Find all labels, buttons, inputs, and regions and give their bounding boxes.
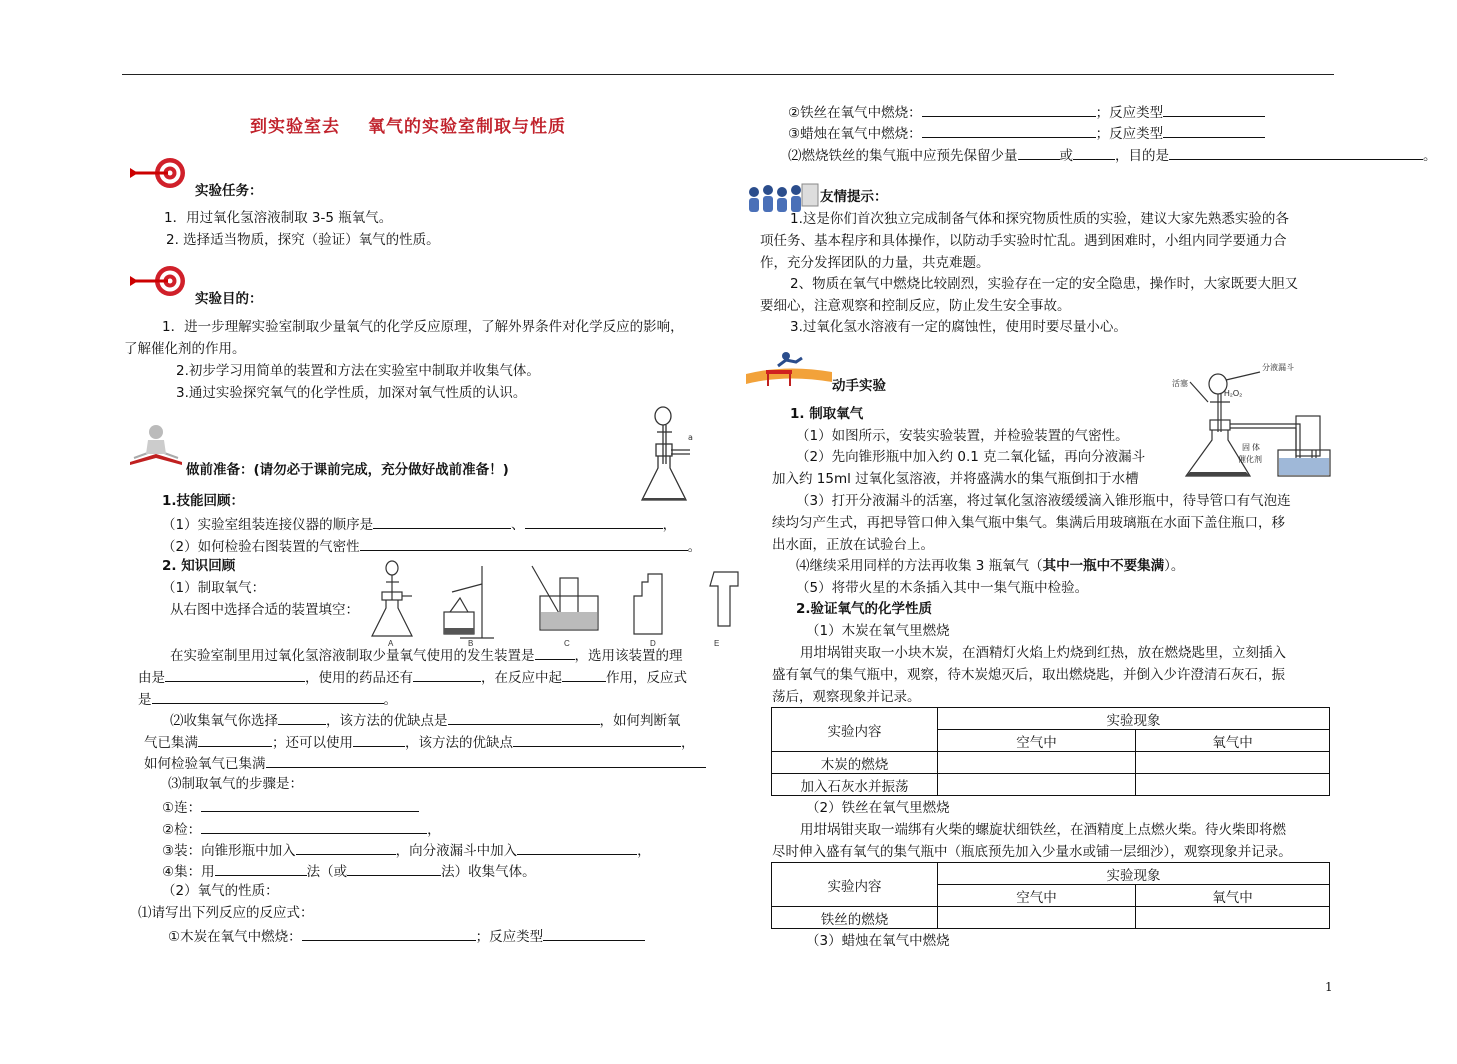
make-oxygen-heading: 1. 制取氧气 <box>790 406 864 422</box>
make-step-3: （3）打开分液漏斗的活塞，将过氧化氢溶液缓缓滴入锥形瓶中，待导管口有气泡连 <box>796 493 1291 509</box>
answer-blank[interactable] <box>525 514 663 529</box>
q-text: 法）收集气体。 <box>441 864 536 880</box>
prep-q-line3 <box>138 689 397 709</box>
reaction-charcoal <box>168 926 645 946</box>
answer-blank[interactable] <box>152 689 384 704</box>
verify-charcoal-line2: 盛有氧气的集气瓶中，观察，待木炭熄灭后，取出燃烧匙，并倒入少许澄清石灰石，振 <box>772 667 1285 683</box>
q-text: 气已集满 <box>144 735 198 751</box>
q-text: 如何检验氧气已集满 <box>144 756 266 772</box>
table-header-content: 实验内容 <box>772 708 938 752</box>
answer-blank[interactable] <box>1018 145 1060 160</box>
answer-blank[interactable] <box>215 861 307 876</box>
goal-item-3: 3.通过实验探究氧气的化学性质，加深对氧气性质的认识。 <box>176 385 527 401</box>
q-text: 由是 <box>138 670 165 686</box>
q-text: ）。 <box>1164 558 1185 574</box>
verify-iron-heading: （2）铁丝在氧气里燃烧 <box>806 800 950 816</box>
make-step-3-cont2: 出水面，正放在试验台上。 <box>772 537 934 553</box>
punct: 。 <box>687 539 702 555</box>
apparatus-label-a: A <box>388 639 394 648</box>
goal-item-1: 1．进一步理解实验室制取少量氧气的化学反应原理，了解外界条件对化学反应的影响， <box>162 319 684 335</box>
answer-blank[interactable] <box>302 926 476 941</box>
answer-blank[interactable] <box>922 102 1096 117</box>
answer-blank[interactable] <box>296 840 396 855</box>
table-cell-answer[interactable] <box>1136 907 1330 929</box>
prep-q-line2 <box>138 667 687 687</box>
page-number: 1 <box>1325 980 1333 994</box>
solid-label-b: 体 <box>1252 443 1260 452</box>
iron-results-table <box>771 862 1330 929</box>
verify-charcoal-line3: 荡后，观察现象并记录。 <box>772 689 921 705</box>
q-text: ，选用该装置的理 <box>574 648 683 664</box>
q-text: ，向分液漏斗中加入 <box>395 843 518 859</box>
collect-q-line2 <box>144 732 695 752</box>
tip-3: 3.过氧化氢水溶液有一定的腐蚀性，使用时要尽量小心。 <box>790 319 1127 335</box>
tip-1-line3: 作，充分发挥团队的力量，共克难题。 <box>760 255 990 271</box>
verify-iron-line2: 尽时伸入盛有氧气的集气瓶中（瓶底预先加入少量水或铺一层细沙），观察现象并记录。 <box>772 844 1292 860</box>
answer-blank[interactable] <box>278 710 326 725</box>
target-icon <box>128 264 192 298</box>
answer-blank[interactable] <box>373 514 511 529</box>
q-text: ①木炭在氧气中燃烧： <box>168 929 302 945</box>
q-text: 或 <box>1059 148 1073 164</box>
svg-text:a: a <box>688 433 693 442</box>
q-text: ⑷继续采用同样的方法再收集 3 瓶氧气（ <box>796 558 1043 574</box>
task-item-1: 1．用过氧化氢溶液制取 3-5 瓶氧气。 <box>164 210 393 226</box>
answer-blank[interactable] <box>201 819 427 834</box>
answer-blank[interactable] <box>543 926 645 941</box>
goal-item-2: 2.初步学习用简单的装置和方法在实验室中制取并收集气体。 <box>176 363 540 379</box>
tip-2-line1: 2、物质在氧气中燃烧比较剧烈，实验存在一定的安全隐患，操作时，大家既要大胆又 <box>790 276 1299 292</box>
q-text: ；反应类型 <box>475 929 544 945</box>
table-cell-answer[interactable] <box>1136 752 1330 774</box>
table-row-label: 木炭的燃烧 <box>772 752 938 774</box>
verify-charcoal-heading: （1）木炭在氧气里燃烧 <box>806 623 950 639</box>
make-step-3-cont1: 续均匀产生式，再把导管口伸入集气瓶中集气。集满后用玻璃瓶在水面下盖住瓶口，移 <box>772 515 1285 531</box>
q-text: ；还可以使用 <box>272 735 353 751</box>
table-header-phenomenon: 实验现象 <box>938 863 1330 885</box>
task-item-2: 2. 选择适当物质，探究（验证）氧气的性质。 <box>166 232 440 248</box>
know-item-1b: 从右图中选择合适的装置填空： <box>170 602 359 618</box>
reaction-iron <box>788 102 1265 122</box>
goal-heading: 实验目的： <box>195 291 263 307</box>
apparatus-label-c: C <box>564 639 570 648</box>
punct: 。 <box>1423 148 1437 164</box>
q-text: 在实验室制里用过氧化氢溶液制取少量氧气使用的发生装置是 <box>170 648 535 664</box>
h2o2-label: H₂O₂ <box>1224 389 1243 398</box>
skill-heading: 1.技能回顾： <box>162 493 245 509</box>
q-text: ，在反应中起 <box>481 670 562 686</box>
catalyst-label: 催化剂 <box>1238 455 1262 464</box>
answer-blank[interactable] <box>517 840 637 855</box>
q-text: ②铁丝在氧气中燃烧： <box>788 105 922 121</box>
table-header-phenomenon: 实验现象 <box>938 708 1330 730</box>
make-step-1: （1）如图所示，安装实验装置，并检验装置的气密性。 <box>796 428 1129 444</box>
q-text: ⑵燃烧铁丝的集气瓶中应预先保留少量 <box>788 148 1018 164</box>
q-text: ②检： <box>162 822 202 838</box>
collect-q-line3 <box>144 753 706 773</box>
q-text: ⑵收集氧气你选择 <box>170 713 278 729</box>
tip-2-line2: 要细心，注意观察和控制反应，防止发生安全事故。 <box>760 298 1071 314</box>
task-heading: 实验任务： <box>195 183 263 199</box>
table-cell-answer[interactable] <box>1136 774 1330 796</box>
table-cell-answer[interactable] <box>938 907 1136 929</box>
valve-label: 活塞 <box>1172 379 1188 388</box>
answer-blank[interactable] <box>413 667 481 682</box>
q-text: ；反应类型 <box>1095 105 1164 121</box>
answer-blank[interactable] <box>353 732 405 747</box>
title-part2: 氧气的实验室制取与性质 <box>368 117 566 137</box>
hurdle-runner-icon <box>746 350 832 390</box>
page-title <box>250 112 566 137</box>
answer-blank[interactable] <box>1073 145 1115 160</box>
answer-blank[interactable] <box>562 667 606 682</box>
answer-blank[interactable] <box>201 797 419 812</box>
punct: ， <box>637 843 651 859</box>
answer-blank[interactable] <box>1169 145 1423 160</box>
make-step-4 <box>796 557 1184 575</box>
tip-1-line2: 项任务、基本程序和具体操作，以防动手实验时忙乱。遇到困难时，小组内同学要通力合 <box>760 233 1287 249</box>
funnel-label: 分液漏斗 <box>1262 363 1294 372</box>
table-row-label: 加入石灰水并振荡 <box>772 774 938 796</box>
q-text: ，该方法的优缺点 <box>405 735 513 751</box>
punct: ， <box>681 735 695 751</box>
q-text: ，如何判断氧 <box>599 713 681 729</box>
oxygen-generation-diagram <box>1150 358 1336 488</box>
flask-apparatus-diagram <box>638 402 698 514</box>
answer-blank[interactable] <box>347 861 441 876</box>
q-text: ，目的是 <box>1115 148 1169 164</box>
know-heading: 2. 知识回顾 <box>162 558 236 574</box>
q-text: ③装：向锥形瓶中加入 <box>162 843 296 859</box>
prop-heading: （2）氧气的性质： <box>162 883 279 899</box>
skill-q1 <box>162 514 676 534</box>
answer-blank[interactable] <box>1163 123 1265 138</box>
solid-label-a: 固 <box>1242 443 1250 452</box>
table-cell-answer[interactable] <box>938 774 1136 796</box>
reading-figure-icon <box>128 422 184 466</box>
apparatus-label-d: D <box>650 639 656 648</box>
q-text: ③蜡烛在氧气中燃烧： <box>788 126 922 142</box>
table-row-label: 铁丝的燃烧 <box>772 907 938 929</box>
verify-iron-line1: 用坩埚钳夹取一端绑有火柴的螺旋状细铁丝，在酒精度上点燃火柴。待火柴即将燃 <box>800 822 1286 838</box>
iron-bottle-question <box>788 145 1437 165</box>
skill-q1-text: （1）实验室组装连接仪器的顺序是 <box>162 517 374 533</box>
answer-blank[interactable] <box>535 645 575 660</box>
punct: ， <box>662 517 677 533</box>
make-step-2-cont: 加入约 15ml 过氧化氢溶液，并将盛满水的集气瓶倒扣于水槽 <box>772 471 1139 487</box>
table-header-oxygen: 氧气中 <box>1136 730 1330 752</box>
separator: 、 <box>511 517 525 533</box>
make-step-5: （5）将带火星的木条插入其中一集气瓶中检验。 <box>796 580 1089 596</box>
know-item-1: （1）制取氧气： <box>162 580 266 596</box>
q-text: 作用，反应式 <box>606 670 687 686</box>
answer-blank[interactable] <box>1163 102 1265 117</box>
answer-blank[interactable] <box>266 753 706 768</box>
q-text: 是 <box>138 692 152 708</box>
apparatus-label-b: B <box>468 639 474 648</box>
emphasis-text: 其中一瓶中不要集满 <box>1042 558 1165 574</box>
punct: ， <box>427 822 441 838</box>
verify-candle-heading: （3）蜡烛在氧气中燃烧 <box>806 933 950 949</box>
tip-1-line1: 1.这是你们首次独立完成制备气体和探究物质性质的实验，建议大家先熟悉实验的各 <box>790 211 1289 227</box>
q-text: ；反应类型 <box>1095 126 1164 142</box>
step-load <box>162 840 651 860</box>
answer-blank[interactable] <box>513 732 681 747</box>
prep-heading: 做前准备：(请勿必于课前完成，充分做好战前准备！) <box>186 462 509 478</box>
tips-heading: 友情提示： <box>820 189 888 205</box>
make-step-2: （2）先向锥形瓶中加入约 0.1 克二氧化锰，再向分液漏斗 <box>796 449 1146 465</box>
steps-heading: ⑶制取氧气的步骤是： <box>168 776 303 792</box>
charcoal-results-table <box>771 707 1330 796</box>
answer-blank[interactable] <box>360 536 688 551</box>
table-header-air: 空气中 <box>938 730 1136 752</box>
q-text: 法（或 <box>306 864 348 880</box>
verify-heading: 2.验证氧气的化学性质 <box>796 601 933 617</box>
step-collect <box>162 861 536 881</box>
skill-q2 <box>162 536 701 556</box>
target-icon <box>128 156 192 190</box>
verify-charcoal-line1: 用坩埚钳夹取一小块木炭，在酒精灯火焰上灼烧到红热，放在燃烧匙里，立刻插入 <box>800 645 1286 661</box>
apparatus-label-e: E <box>714 639 720 648</box>
answer-blank[interactable] <box>448 710 600 725</box>
answer-blank[interactable] <box>165 667 305 682</box>
step-connect <box>162 797 419 817</box>
punct: 。 <box>383 692 397 708</box>
prep-q-line1 <box>170 645 683 665</box>
goal-item-1-cont: 了解催化剂的作用。 <box>124 341 246 357</box>
prop-item-1: ⑴请写出下列反应的反应式： <box>138 905 314 921</box>
answer-blank[interactable] <box>198 732 272 747</box>
hands-on-heading: 动手实验 <box>832 378 886 394</box>
table-header-oxygen: 氧气中 <box>1136 885 1330 907</box>
q-text: ，该方法的优缺点是 <box>326 713 448 729</box>
table-cell-answer[interactable] <box>938 752 1136 774</box>
q-text: ，使用的药品还有 <box>305 670 413 686</box>
step-check <box>162 819 441 839</box>
collect-q-line1 <box>170 710 681 730</box>
title-part1: 到实验室去 <box>250 117 340 137</box>
reaction-candle <box>788 123 1265 143</box>
q-text: ①连： <box>162 800 202 816</box>
apparatus-options-diagram <box>364 556 744 650</box>
skill-q2-text: （2）如何检验右图装置的气密性 <box>162 539 360 555</box>
table-header-content: 实验内容 <box>772 863 938 907</box>
q-text: ④集：用 <box>162 864 215 880</box>
header-rule <box>122 74 1334 75</box>
table-header-air: 空气中 <box>938 885 1136 907</box>
answer-blank[interactable] <box>922 123 1096 138</box>
